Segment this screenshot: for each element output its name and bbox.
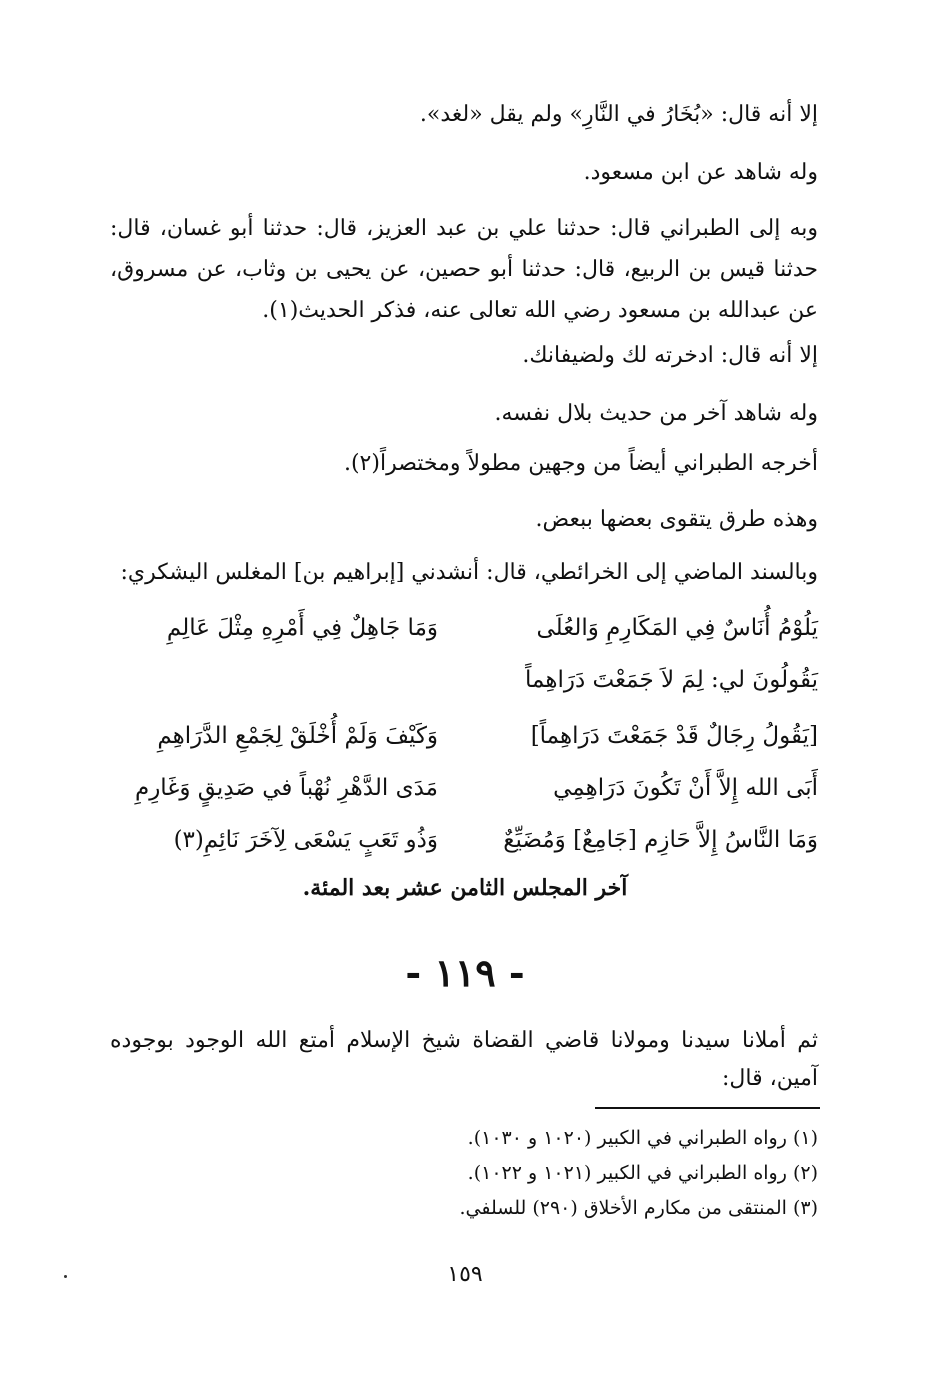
page-number: ١٥٩ — [447, 1262, 483, 1287]
poem-hemistich-first: يَقُولُونَ لي: لِمَ لاَ جَمَعْتَ دَرَاهِماً — [525, 667, 818, 693]
poem-hemistich-second: مَدَى الدَّهْرِ نُهْباً في صَدِيقٍ وَغَارِمِ — [134, 775, 438, 801]
poem-hemistich-first: [يَقُولُ رِجَالٌ قَدْ جَمَعْتَ دَرَاهِماً] — [530, 723, 818, 749]
paragraph-tabarani-two-ways: أخرجه الطبراني أيضاً من وجهين مطولاً ومختصراً(٢). — [343, 451, 818, 476]
poem-verse-3 — [110, 723, 818, 763]
footnote-3: (٣) المنتقى من مكارم الأخلاق (٢٩٠) للسلفي. — [459, 1197, 818, 1219]
footnote-1: (١) رواه الطبراني في الكبير (١٠٢٠ و ١٠٣٠). — [467, 1127, 818, 1149]
poem-hemistich-second: وَكَيْفَ وَلَمْ أُخْلَقْ لِجَمْعِ الدَّرَاهِمِ — [157, 723, 438, 749]
footnote-2: (٢) رواه الطبراني في الكبير (١٠٢١ و ١٠٢٢). — [467, 1162, 818, 1184]
paragraph-bukhar-quote: إلا أنه قال: «بُخَارُ في النَّارِ» ولم يقل «لغد». — [419, 102, 818, 127]
poem-hemistich-second: وَذُو تَعَبٍ يَسْعَى لِآخَرَ نَائِمِ(٣) — [173, 827, 438, 853]
poem-hemistich-second: وَمَا جَاهِلٌ فِي أَمْرِهِ مِثْلَ عَالِمِ — [166, 615, 438, 641]
poem-hemistich-first: يَلُوْمُ أُنَاسٌ فِي المَكَارِمِ وَالعُلَى — [536, 615, 818, 641]
session-end-heading: آخر المجلس الثامن عشر بعد المئة. — [302, 875, 628, 901]
section-number: - ١١٩ - — [405, 950, 525, 995]
poem-verse-2 — [110, 667, 818, 707]
paragraph-idkhartuhu: إلا أنه قال: ادخرته لك ولضيفانك. — [522, 343, 818, 368]
poem-verse-1 — [110, 615, 818, 655]
paragraph-isnad-tabarani: وبه إلى الطبراني قال: حدثنا علي بن عبد العزيز، قال: حدثنا أبو غسان، قال: حدثنا قيس بن الربيع، قال: حدثنا أبو حصين، عن يحيى بن وثاب، عن مسروق، عن عبدالله بن مسعود رضي الله تعالى عنه، فذكر الحديث(١). — [110, 216, 818, 323]
paragraph-bilal-witness: وله شاهد آخر من حديث بلال نفسه. — [494, 401, 818, 426]
paragraph-ibn-masud-witness: وله شاهد عن ابن مسعود. — [583, 160, 818, 185]
paragraph-next-session: ثم أملانا سيدنا ومولانا قاضي القضاة شيخ الإسلام أمتع الله الوجود بوجوده آمين، قال: — [110, 1028, 818, 1091]
poem-hemistich-first: أَبَى الله إِلاَّ أَنْ تَكُونَ دَرَاهِمِي — [553, 775, 818, 801]
paragraph-kharaiti-isnad: وبالسند الماضي إلى الخرائطي، قال: أنشدني [إبراهيم بن] المغلس اليشكري: — [120, 560, 818, 585]
poem-verse-4 — [110, 775, 818, 815]
paragraph-turuq: وهذه طرق يتقوى بعضها ببعض. — [535, 507, 818, 532]
poem-hemistich-first: وَمَا النَّاسُ إِلاَّ حَازِم [جَامِعٌ] وَمُضَيِّعٌ — [503, 827, 818, 853]
footnote-divider — [595, 1107, 820, 1109]
poem-verse-5 — [110, 827, 818, 867]
scan-speck — [64, 1275, 67, 1278]
